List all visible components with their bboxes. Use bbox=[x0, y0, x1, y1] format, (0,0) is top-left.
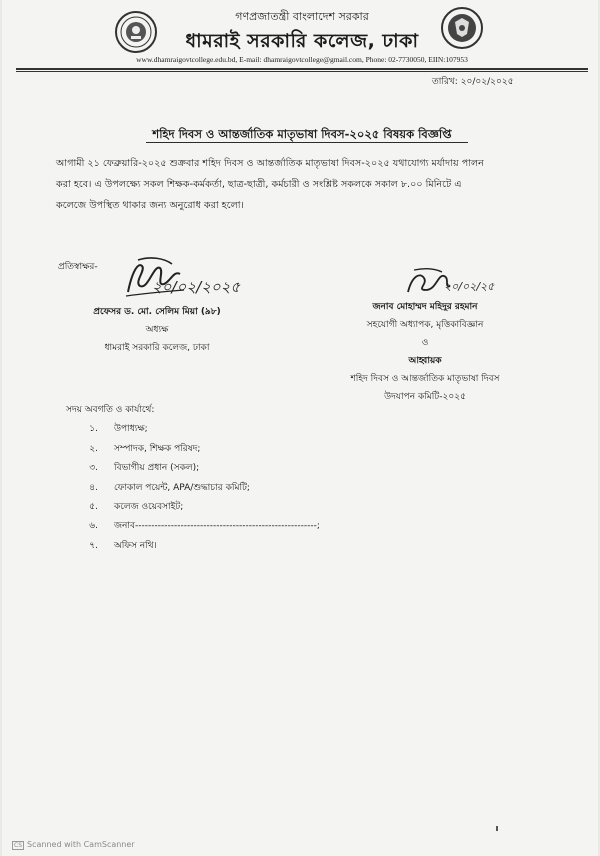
notice-line: কলেজে উপস্থিত থাকার জন্য অনুরোধ করা হলো। bbox=[56, 200, 244, 211]
government-line: গণপ্রজাতন্ত্রী বাংলাদেশ সরকার bbox=[235, 10, 369, 23]
camscanner-watermark: CS Scanned with CamScanner bbox=[14, 840, 135, 849]
contact-line: www.dhamraigovtcollege.edu.bd, E-mail: dhamraigovtcollege@gmail.com, Phone: 02-7730050, EIIN:107953 bbox=[136, 55, 468, 64]
convener-signature-date: ২০/০২/২৫ bbox=[444, 280, 495, 293]
list-item: ৭. অফিস নথি। bbox=[89, 540, 157, 551]
convener-block bbox=[320, 298, 530, 406]
convener-title: সহযোগী অধ্যাপক, মৃত্তিকাবিজ্ঞান bbox=[366, 320, 484, 330]
principal-block bbox=[72, 303, 242, 357]
distribution-list bbox=[66, 401, 320, 556]
convener-conj: ও bbox=[421, 338, 429, 348]
notice-subject: শহিদ দিবস ও আন্তর্জাতিক মাতৃভাষা দিবস-২০২৫ বিষয়ক বিজ্ঞপ্তি bbox=[152, 127, 452, 141]
college-title: ধামরাই সরকারি কলেজ, ঢাকা bbox=[185, 30, 419, 52]
principal-name: প্রফেসর ড. মো. সেলিম মিয়া (৯৮) bbox=[93, 307, 221, 317]
header-divider bbox=[16, 68, 588, 70]
principal-signature-date: ২০/০২/২০২৫ bbox=[152, 278, 241, 296]
convener-name: জনাব মোহাম্মদ মহিদুর রহমান bbox=[372, 302, 478, 312]
list-item: ৫. কলেজ ওয়েবসাইট; bbox=[89, 502, 184, 513]
list-item: ১. উপাধ্যক্ষ; bbox=[89, 424, 148, 435]
countersign-label: প্রতিস্বাক্ষর- bbox=[58, 262, 98, 272]
distribution-heading: সদয় অবগতি ও কার্যার্থে: bbox=[66, 405, 155, 415]
subject-underline bbox=[146, 142, 468, 143]
principal-title: অধ্যক্ষ bbox=[145, 325, 169, 335]
list-item: ৪. ফোকাল পয়েন্ট, APA/শুদ্ধাচার কমিটি; bbox=[89, 482, 250, 493]
committee-line-2: উদযাপন কমিটি-২০২৫ bbox=[384, 392, 466, 402]
notice-date: তারিখ: ২০/০২/২০২৫ bbox=[432, 77, 514, 87]
principal-org: ধামরাই সরকারি কলেজ, ঢাকা bbox=[104, 343, 210, 353]
list-item: ২. সম্পাদক, শিক্ষক পরিষদ; bbox=[89, 443, 201, 454]
committee-line-1: শহিদ দিবস ও আন্তর্জাতিক মাতৃভাষা দিবস bbox=[350, 374, 500, 384]
notice-body bbox=[56, 153, 566, 216]
document-page bbox=[2, 0, 598, 856]
list-item: ৩. বিভাগীয় প্রধান (সকল); bbox=[89, 463, 200, 474]
notice-line: করা হবে। এ উপলক্ষ্যে সকল শিক্ষক-কর্মকর্তা, ছাত্র-ছাত্রী, কর্মচারী ও সংশ্লিষ্ট সকলকে সকাল ৮.০০ মিনিটে এ bbox=[56, 179, 462, 190]
list-item: ৬. জনাব--------------------------------------------------------; bbox=[89, 521, 320, 532]
header-divider-thin bbox=[16, 71, 588, 72]
convener-role: আহ্বায়ক bbox=[408, 356, 442, 366]
camscanner-icon: CS bbox=[14, 842, 22, 849]
scan-mark bbox=[496, 826, 498, 831]
notice-line: আগামী ২১ ফেব্রুয়ারি-২০২৫ শুক্রবার শহিদ দিবস ও আন্তর্জাতিক মাতৃভাষা দিবস-২০২৫ যথাযোগ্য মর্যাদায় পালন bbox=[56, 158, 484, 169]
